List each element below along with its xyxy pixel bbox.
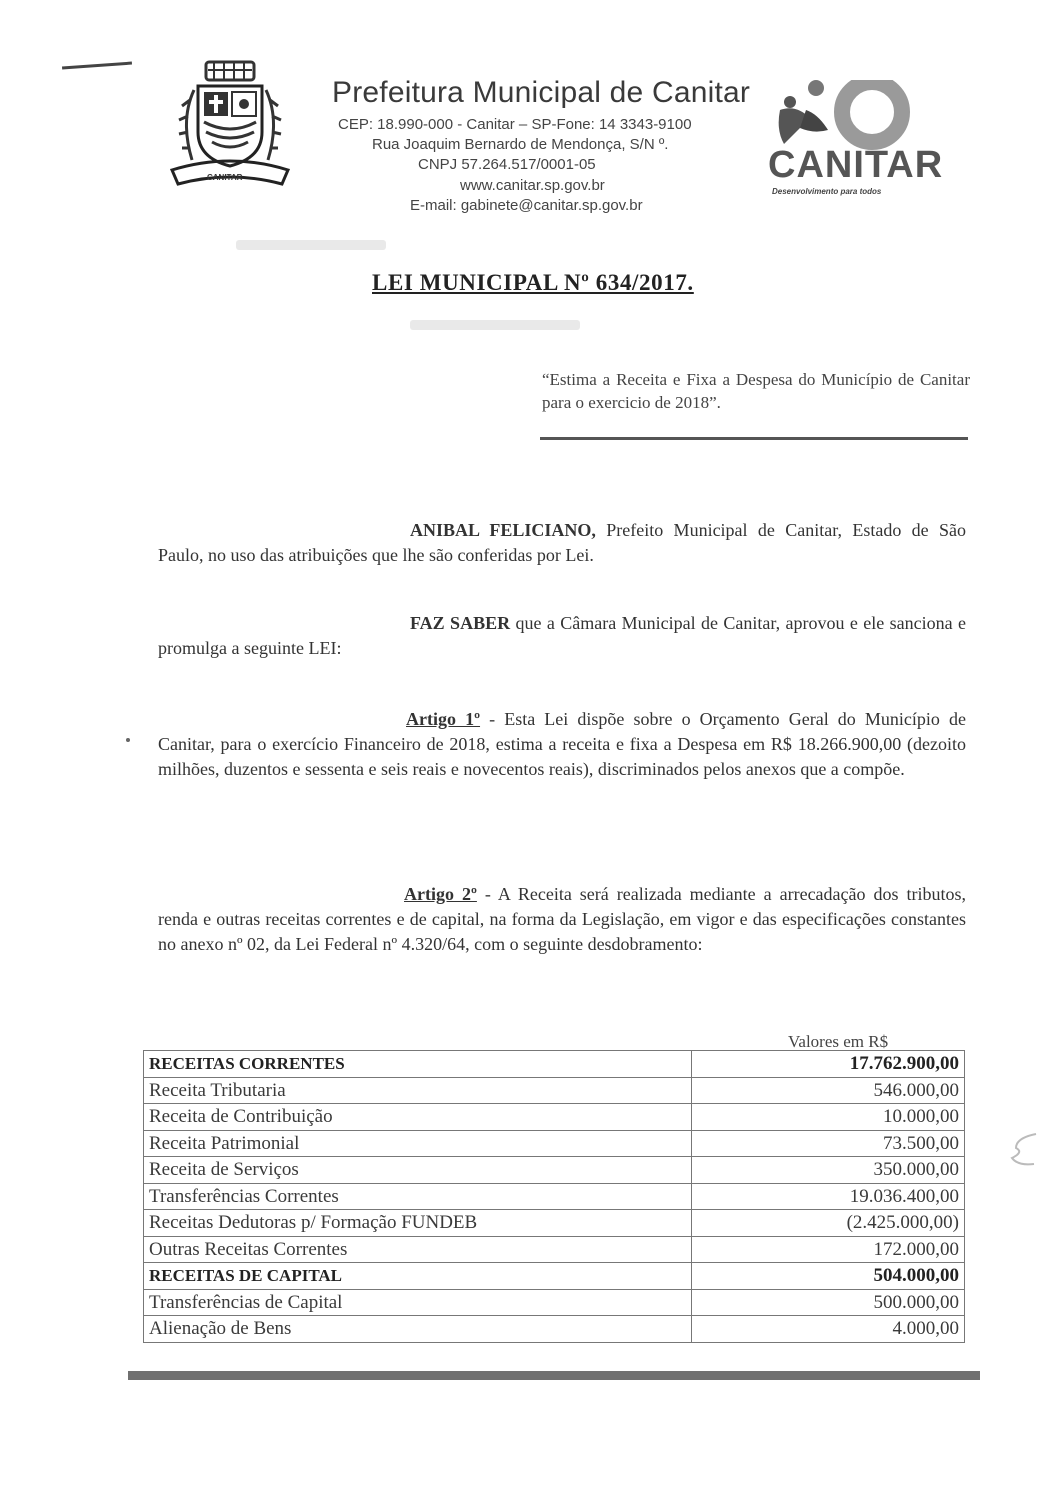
law-summary: “Estima a Receita e Fixa a Despesa do Município de Canitar para o exercicio de 2018”. bbox=[542, 370, 970, 412]
table-row bbox=[144, 1157, 965, 1184]
letterhead-cnpj-line: CNPJ 57.264.517/0001-05 bbox=[418, 156, 596, 173]
margin-scribble-icon bbox=[1010, 1130, 1040, 1170]
letterhead-website-line: www.canitar.sp.gov.br bbox=[460, 177, 605, 194]
revenue-category: Transferências de Capital bbox=[144, 1289, 692, 1316]
table-heading-row bbox=[144, 1263, 965, 1290]
article-2-label: Artigo 2º bbox=[404, 884, 477, 904]
revenue-value: (2.425.000,00) bbox=[692, 1210, 965, 1237]
revenue-category: Receita de Contribuição bbox=[144, 1104, 692, 1131]
article-1-label: Artigo 1º bbox=[406, 709, 481, 729]
revenue-category: Receita de Serviços bbox=[144, 1157, 692, 1184]
faz-saber-text: que a Câmara Municipal de Canitar, aprovou e ele sanciona e promulga a seguinte LEI: bbox=[158, 613, 966, 658]
table-row bbox=[144, 1289, 965, 1316]
table-row bbox=[144, 1236, 965, 1263]
revenue-category: Receita Patrimonial bbox=[144, 1130, 692, 1157]
revenue-table bbox=[143, 1050, 965, 1343]
table-heading-row bbox=[144, 1051, 965, 1078]
article-1-text: - Esta Lei dispõe sobre o Orçamento Geral do Município de Canitar, para o exercício Financeiro de 2018, estima a receita e fixa a Despesa em R$ 18.266.900,00 (dezoito milhões, duzentos e sessenta e seis reais e novecentos reais), discriminados pelos anexos que a compõe. bbox=[158, 709, 966, 779]
table-row bbox=[144, 1316, 965, 1343]
revenue-category: Receita Tributaria bbox=[144, 1077, 692, 1104]
letterhead-address-line: CEP: 18.990-000 - Canitar – SP-Fone: 14 3343-9100 bbox=[338, 116, 692, 133]
table-row bbox=[144, 1130, 965, 1157]
revenue-category: RECEITAS CORRENTES bbox=[144, 1051, 692, 1078]
revenue-value: 4.000,00 bbox=[692, 1316, 965, 1343]
revenue-value: 10.000,00 bbox=[692, 1104, 965, 1131]
faz-saber-lead: FAZ SABER bbox=[410, 613, 511, 633]
revenue-category: Alienação de Bens bbox=[144, 1316, 692, 1343]
revenue-value: 500.000,00 bbox=[692, 1289, 965, 1316]
revenue-value: 17.762.900,00 bbox=[692, 1051, 965, 1078]
summary-rule bbox=[540, 437, 968, 440]
footer-rule bbox=[128, 1371, 980, 1380]
mayor-name: ANIBAL FELICIANO, bbox=[410, 520, 596, 540]
margin-dot bbox=[126, 738, 130, 742]
table-row bbox=[144, 1183, 965, 1210]
letterhead-title: Prefeitura Municipal de Canitar bbox=[332, 76, 751, 109]
revenue-value: 19.036.400,00 bbox=[692, 1183, 965, 1210]
bleed-through-mark bbox=[410, 320, 580, 330]
revenue-value: 546.000,00 bbox=[692, 1077, 965, 1104]
preamble-paragraph bbox=[158, 518, 966, 568]
revenue-value: 350.000,00 bbox=[692, 1157, 965, 1184]
law-title: LEI MUNICIPAL Nº 634/2017. bbox=[372, 270, 694, 295]
revenue-category: RECEITAS DE CAPITAL bbox=[144, 1263, 692, 1290]
table-row bbox=[144, 1210, 965, 1237]
table-row bbox=[144, 1104, 965, 1131]
faz-saber-paragraph bbox=[158, 611, 966, 661]
letterhead-email-line: E-mail: gabinete@canitar.sp.gov.br bbox=[410, 197, 643, 214]
article-2-paragraph bbox=[158, 882, 966, 957]
revenue-category: Transferências Correntes bbox=[144, 1183, 692, 1210]
article-1-paragraph bbox=[158, 707, 966, 782]
revenue-value: 504.000,00 bbox=[692, 1263, 965, 1290]
table-row bbox=[144, 1077, 965, 1104]
pen-mark bbox=[62, 62, 132, 70]
revenue-category: Outras Receitas Correntes bbox=[144, 1236, 692, 1263]
letterhead-street-line: Rua Joaquim Bernardo de Mendonça, S/N º. bbox=[372, 136, 669, 153]
values-header: Valores em R$ bbox=[788, 1032, 889, 1051]
logo-tagline: Desenvolvimento para todos bbox=[772, 187, 882, 196]
revenue-value: 172.000,00 bbox=[692, 1236, 965, 1263]
bleed-through-mark bbox=[236, 240, 386, 250]
revenue-value: 73.500,00 bbox=[692, 1130, 965, 1157]
preamble-text: Prefeito Municipal de Canitar, Estado de São Paulo, no uso das atribuições que lhe são conferidas por Lei. bbox=[158, 520, 966, 565]
revenue-category: Receitas Dedutoras p/ Formação FUNDEB bbox=[144, 1210, 692, 1237]
logo-wordmark: CANITAR bbox=[768, 144, 944, 186]
article-2-text: - A Receita será realizada mediante a arrecadação dos tributos, renda e outras receitas correntes e de capital, na forma da Legislação, em vigor e das especificações constantes no anexo nº 02, da Lei Federal nº 4.320/64, com o seguinte desdobramento: bbox=[158, 884, 966, 954]
crest-label: CANITAR bbox=[207, 173, 243, 182]
